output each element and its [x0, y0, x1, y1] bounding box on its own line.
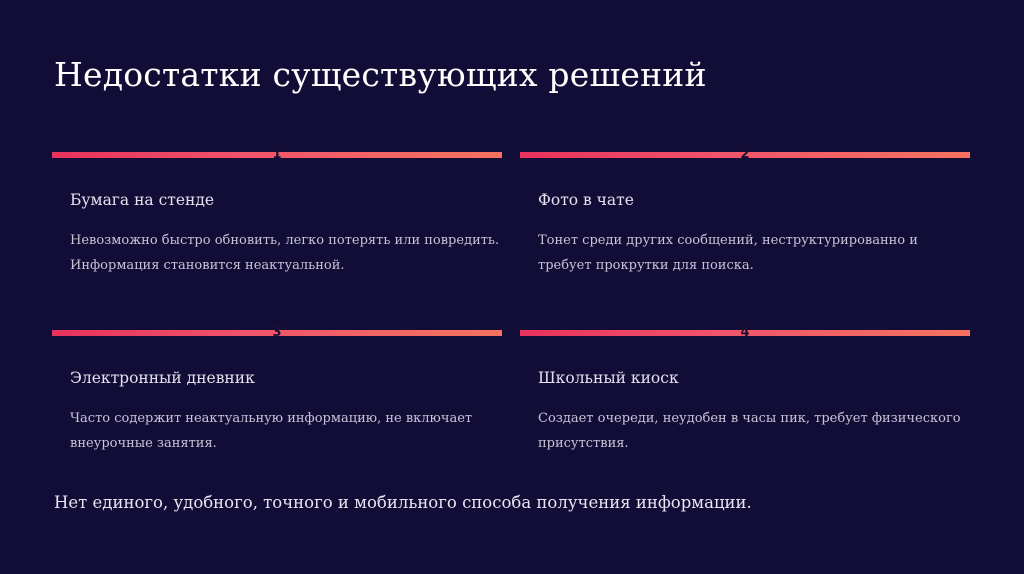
card-title: Бумага на стенде: [70, 191, 215, 209]
card-number: 1: [272, 147, 282, 162]
card-number: 3: [272, 325, 282, 340]
card-number: 2: [740, 147, 750, 162]
slide-title: Недостатки существующих решений: [54, 55, 707, 94]
card-text: Создает очереди, неудобен в часы пик, требует физического присутствия.: [538, 411, 961, 451]
slide-conclusion: Нет единого, удобного, точного и мобильного способа получения информации.: [54, 493, 752, 512]
card-text: Невозможно быстро обновить, легко потерять или повредить. Информация становится неактуальной.: [70, 233, 500, 273]
card-text: Часто содержит неактуальную информацию, не включает внеурочные занятия.: [70, 411, 473, 451]
card-title: Электронный дневник: [70, 369, 255, 387]
card-title: Школьный киоск: [538, 369, 679, 387]
card-number: 4: [740, 325, 750, 340]
card-title: Фото в чате: [538, 191, 634, 209]
card-text: Тонет среди других сообщений, неструктурированно и требует прокрутки для поиска.: [538, 233, 918, 273]
